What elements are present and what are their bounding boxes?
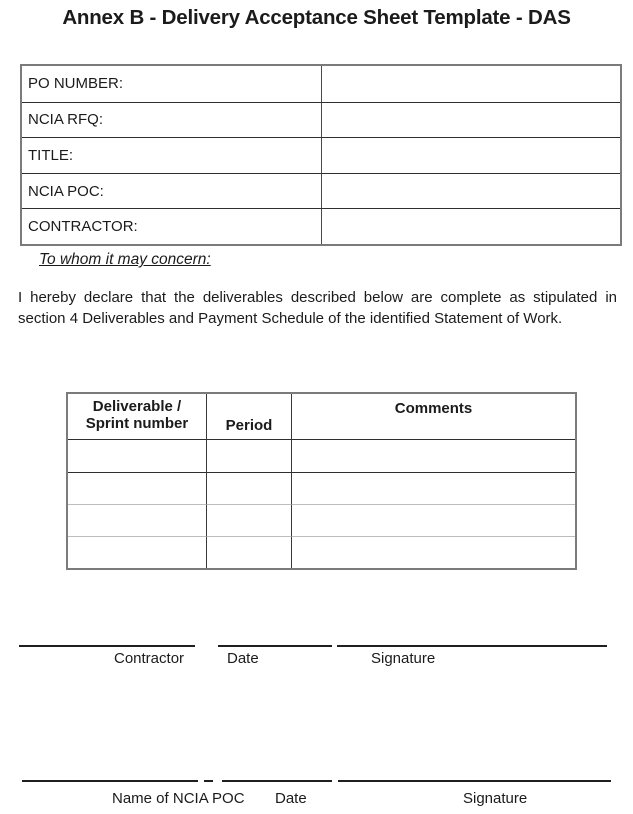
info-value-ncia-poc[interactable] — [322, 173, 620, 209]
contractor-label: Contractor — [114, 650, 185, 667]
info-value-title[interactable] — [322, 137, 620, 173]
period-cell[interactable] — [207, 440, 292, 472]
info-label-contractor: CONTRACTOR: — [22, 208, 322, 244]
ncia-poc-sign-line[interactable] — [338, 780, 611, 782]
deliverable-header-line1: Deliverable / — [92, 398, 182, 415]
page-title: Annex B - Delivery Acceptance Sheet Template - DAS — [62, 6, 571, 29]
info-label-po-number: PO NUMBER: — [22, 66, 322, 102]
ncia-poc-name-label: Name of NCIA POC — [112, 790, 245, 807]
ncia-poc-short-line — [204, 780, 213, 782]
info-label-ncia-poc: NCIA POC: — [22, 173, 322, 209]
deliverable-cell[interactable] — [68, 536, 207, 568]
deliverable-cell[interactable] — [68, 440, 207, 472]
contractor-sign-line[interactable] — [337, 645, 607, 647]
ncia-poc-name-line[interactable] — [22, 780, 198, 782]
deliverable-header-line2: Sprint number — [85, 415, 189, 432]
deliverable-sprint-header-cell — [68, 394, 207, 440]
salutation-text: To whom it may concern: — [39, 251, 211, 268]
period-header-cell — [207, 394, 292, 440]
declaration-paragraph: I hereby declare that the deliverables described below are complete as stipulated in section 4 Deliverables and Payment Schedule of the identified Statement of Work. — [18, 289, 617, 327]
info-label-title: TITLE: — [22, 137, 322, 173]
deliverable-cell[interactable] — [68, 472, 207, 504]
period-header-label: Period — [225, 417, 273, 434]
comments-header-cell: Comments — [292, 394, 575, 440]
deliverables-table — [66, 392, 577, 570]
period-cell[interactable] — [207, 472, 292, 504]
comments-cell[interactable] — [292, 536, 575, 568]
info-value-contractor[interactable] — [322, 208, 620, 244]
period-cell[interactable] — [207, 504, 292, 536]
info-table — [20, 64, 622, 246]
ncia-poc-date-line[interactable] — [222, 780, 332, 782]
period-cell[interactable] — [207, 536, 292, 568]
comments-cell[interactable] — [292, 504, 575, 536]
contractor-signature-line[interactable] — [19, 645, 195, 647]
contractor-date-label: Date — [227, 650, 259, 667]
contractor-signature-label: Signature — [371, 650, 436, 667]
info-label-ncia-rfq: NCIA RFQ: — [22, 102, 322, 138]
deliverable-cell[interactable] — [68, 504, 207, 536]
info-value-ncia-rfq[interactable] — [322, 102, 620, 138]
contractor-date-line[interactable] — [218, 645, 332, 647]
comments-cell[interactable] — [292, 472, 575, 504]
comments-cell[interactable] — [292, 440, 575, 472]
ncia-poc-signature-label: Signature — [463, 790, 528, 807]
ncia-poc-date-label: Date — [275, 790, 307, 807]
info-value-po-number[interactable] — [322, 66, 620, 102]
